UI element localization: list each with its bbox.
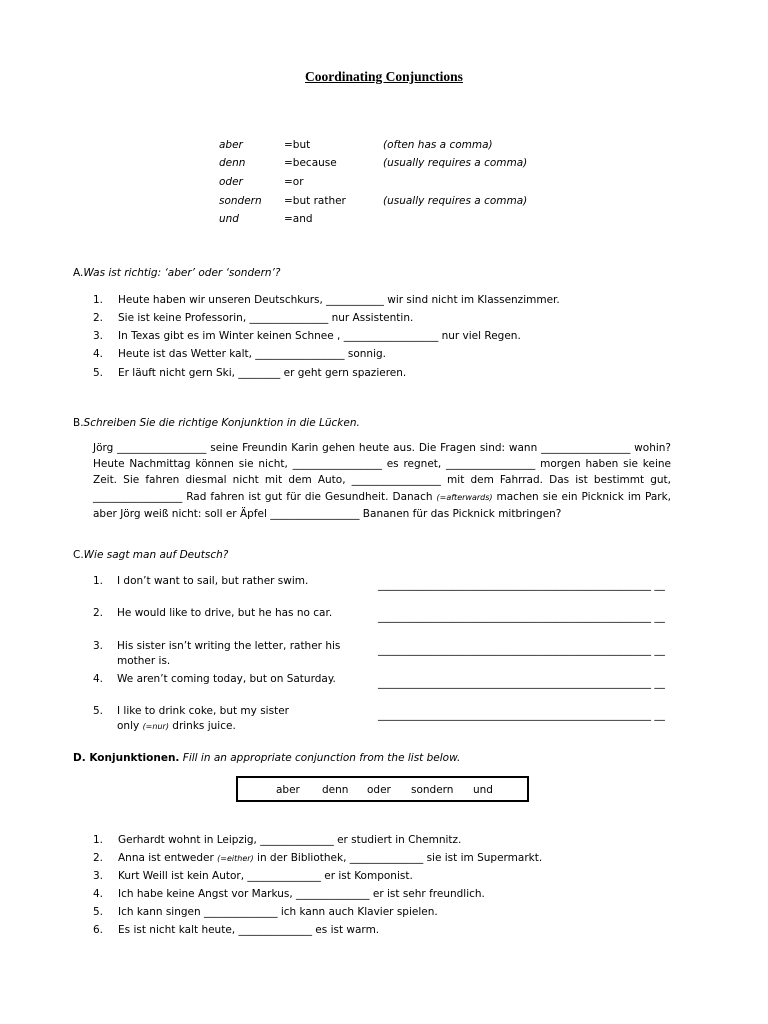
section-d-heading	[73, 752, 460, 764]
item-text-part: Anna ist entweder	[118, 852, 218, 864]
section-a-heading	[73, 267, 280, 279]
item-number: 5.	[93, 705, 104, 717]
item-text: He would like to drive, but he has no car.	[117, 607, 333, 619]
answer-line: ____________________________________________________ __	[378, 579, 665, 591]
item-text: Kurt Weill ist kein Autor, ______________ er ist Komponist.	[118, 870, 413, 882]
answer-line: ____________________________________________________ __	[378, 644, 665, 656]
gloss-note: (=either)	[217, 854, 254, 863]
word-bank-box	[236, 776, 529, 802]
section-c-heading	[73, 549, 228, 561]
item-number: 3.	[93, 330, 104, 342]
section-instruction: Was ist richtig: ‘aber’ oder ‘sondern’?	[83, 267, 281, 279]
item-text	[118, 852, 542, 864]
word-bank-item: denn	[322, 784, 349, 796]
item-text-part: in der Bibliothek, ______________ sie ist im Supermarkt.	[253, 852, 543, 864]
item-text: Er läuft nicht gern Ski, ________ er geht gern spazieren.	[118, 367, 407, 379]
gloss-note: (=nur)	[142, 722, 169, 731]
item-text: Gerhardt wohnt in Leipzig, ______________ er studiert in Chemnitz.	[118, 834, 462, 846]
word-bank-item: aber	[276, 784, 300, 796]
cloze-paragraph	[93, 440, 671, 522]
answer-line: ____________________________________________________ __	[378, 709, 665, 721]
section-instruction: Schreiben Sie die richtige Konjunktion in die Lücken.	[83, 417, 360, 429]
item-text: Sie ist keine Professorin, _______________ nur Assistentin.	[118, 312, 414, 324]
item-number: 2.	[93, 852, 104, 864]
answer-line: ____________________________________________________ __	[378, 677, 665, 689]
item-text: Ich habe keine Angst vor Markus, ______________ er ist sehr freundlich.	[118, 888, 485, 900]
word-bank-item: oder	[367, 784, 391, 796]
item-text-line: only	[117, 720, 143, 732]
item-number: 2.	[93, 312, 104, 324]
page-title: Coordinating Conjunctions	[305, 69, 463, 84]
item-number: 3.	[93, 640, 104, 652]
section-instruction: Fill in an appropriate conjunction from the list below.	[182, 752, 461, 764]
vocab-word: denn	[219, 157, 246, 169]
section-letter: A.	[73, 267, 84, 279]
paragraph-text: Jörg _________________ seine Freundin Karin gehen heute aus. Die Fragen sind: wann _________________ wohin? Heute Nachmittag können sie nicht, _________________ es regnet, _________________ morgen haben sie keine Zeit. Sie fahren diesmal nicht mit dem Auto, _________________ mit dem Fahrrad. Das ist bestimmt gut, _________________ Rad fahren ist gut für die Gesundheit. Danach	[93, 442, 671, 503]
vocab-meaning: =but	[284, 139, 311, 151]
item-text-line: I like to drink coke, but my sister	[117, 705, 289, 717]
item-number: 5.	[93, 906, 104, 918]
item-text: His sister isn’t writing the letter, rather his mother is.	[117, 640, 341, 667]
section-b-heading	[73, 417, 360, 429]
vocab-word: sondern	[219, 195, 262, 207]
paragraph-text: machen sie ein Picknick im Park, aber Jörg weiß nicht: soll er Äpfel _________________ Bananen für das Picknick mitbringen?	[93, 490, 671, 520]
item-number: 1.	[93, 575, 104, 587]
vocab-meaning: =or	[284, 176, 304, 188]
vocab-note: (often has a comma)	[383, 139, 493, 151]
item-text: In Texas gibt es im Winter keinen Schnee , __________________ nur viel Regen.	[118, 330, 521, 342]
item-number: 5.	[93, 367, 104, 379]
vocab-note: (usually requires a comma)	[383, 195, 528, 207]
item-text	[117, 704, 357, 734]
item-text: Heute ist das Wetter kalt, _________________ sonnig.	[118, 348, 387, 360]
section-instruction: Wie sagt man auf Deutsch?	[83, 549, 229, 561]
section-title: D. Konjunktionen.	[73, 752, 180, 764]
item-number: 2.	[93, 607, 104, 619]
item-text: Heute haben wir unseren Deutschkurs, ___________ wir sind nicht im Klassenzimmer.	[118, 294, 560, 306]
vocab-note: (usually requires a comma)	[383, 157, 528, 169]
item-number: 1.	[93, 294, 104, 306]
word-bank-item: und	[473, 784, 493, 796]
item-number: 4.	[93, 888, 104, 900]
item-number: 1.	[93, 834, 104, 846]
vocab-meaning: =but rather	[284, 195, 346, 207]
item-text: Es ist nicht kalt heute, ______________ es ist warm.	[118, 924, 380, 936]
vocab-word: und	[219, 213, 239, 225]
item-text: I don’t want to sail, but rather swim.	[117, 575, 309, 587]
item-number: 6.	[93, 924, 104, 936]
vocab-meaning: =and	[284, 213, 313, 225]
answer-line: ____________________________________________________ __	[378, 611, 665, 623]
item-text-line: drinks juice.	[168, 720, 236, 732]
word-bank-item: sondern	[411, 784, 454, 796]
vocab-meaning: =because	[284, 157, 337, 169]
item-text: We aren’t coming today, but on Saturday.	[117, 673, 336, 685]
vocab-word: aber	[219, 139, 243, 151]
item-number: 4.	[93, 673, 104, 685]
item-number: 3.	[93, 870, 104, 882]
section-letter: C.	[73, 549, 84, 561]
item-number: 4.	[93, 348, 104, 360]
item-text: Ich kann singen ______________ ich kann auch Klavier spielen.	[118, 906, 438, 918]
vocab-word: oder	[219, 176, 243, 188]
section-letter: B.	[73, 417, 84, 429]
gloss-note: (=afterwards)	[436, 492, 493, 502]
